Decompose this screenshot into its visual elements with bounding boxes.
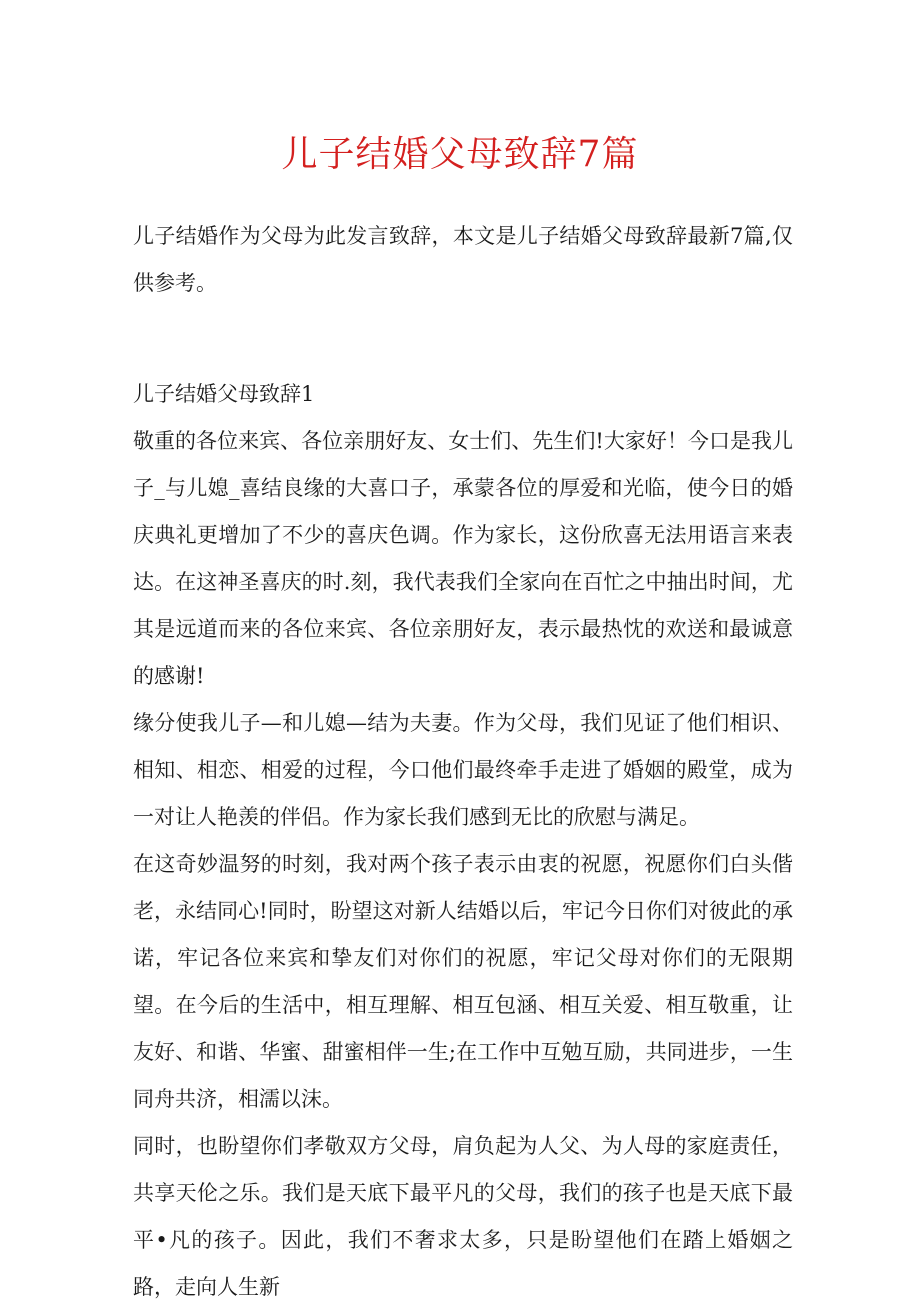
body-paragraph-3: 在这奇妙温努的时刻，我对两个孩子表示由衷的祝愿，祝愿你们白头偕老，永结同心!同时，盼望这对新人结婚以后，牢记今日你们对彼此的承诺，牢记各位来宾和挚友们对你们的祝愿，牢记父母对你们的无限期望。在今后的生活中，相互理解、相互包涵、相互关爱、相互敬重，让友好、和谐、华蜜、甜蜜相伴一生;在工作中互勉互励，共同进步，一生同舟共济，相濡以沫。 — [133, 852, 793, 1111]
section-heading: 儿子结婚父母致辞1 — [133, 382, 315, 406]
body-paragraph-4: 同时，也盼望你们孝敬双方父母，肩负起为人父、为人母的家庭责任，共享天伦之乐。我们是天底下最平凡的父母，我们的孩子也是天底下最平•凡的孩子。因此，我们不奢求太多，只是盼望他们在踏上婚姻之路，走向人生新 — [133, 1134, 793, 1299]
document-body — [133, 213, 793, 1311]
body-paragraph-1: 敬重的各位来宾、各位亲朋好友、女士们、先生们!大家好！今口是我儿子_与儿媳_喜结良缘的大喜口子，承蒙各位的厚爱和光临，使今日的婚庆典礼更增加了不少的喜庆色调。作为家长，这份欣喜无法用语言来表达。在这神圣喜庆的时.刻，我代表我们全家向在百忙之中抽出时间，尤其是远道而来的各位来宾、各位亲朋好友，表示最热忱的欢送和最诚意的感谢! — [133, 429, 793, 688]
intro-paragraph: 儿子结婚作为父母为此发言致辞，本文是儿子结婚父母致辞最新7篇,仅供参考。 — [133, 224, 793, 295]
document-title: 儿子结婚父母致辞7篇 — [281, 134, 639, 175]
body-paragraph-2: 缘分使我儿子—和儿媳—结为夫妻。作为父母，我们见证了他们相识、相知、相恋、相爱的过程，今口他们最终牵手走进了婚姻的殿堂，成为一对让人艳羡的伴侣。作为家长我们感到无比的欣慰与满足。 — [133, 711, 793, 829]
